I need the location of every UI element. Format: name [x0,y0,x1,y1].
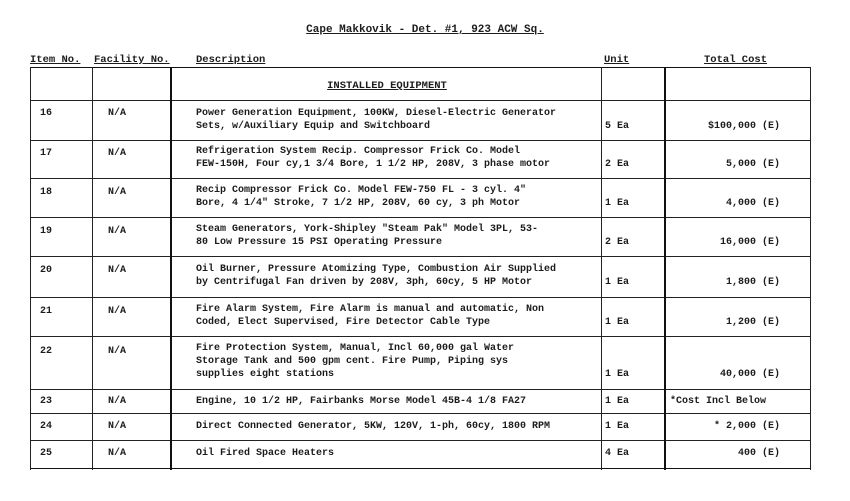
unit-quantity: 1 Ea [605,421,630,432]
total-cost: 400 (E) [737,448,780,459]
total-cost: 5,000 (E) [725,159,780,170]
column-rule [92,67,93,470]
description-line: Sets, w/Auxiliary Equip and Switchboard [196,121,431,132]
unit-quantity: 1 Ea [605,277,630,288]
column-header-unit: Unit [604,54,630,66]
item-number: 25 [40,448,53,459]
description-line: Recip Compressor Frick Co. Model FEW-750 FL - 3 cyl. 4" [196,185,527,196]
description-line: Coded, Elect Supervised, Fire Detector Cable Type [196,317,491,328]
item-number: 17 [40,148,53,159]
description-line: 80 Low Pressure 15 PSI Operating Pressure [196,237,443,248]
unit-quantity: 1 Ea [605,369,630,380]
column-rule [601,67,602,470]
unit-quantity: 2 Ea [605,159,630,170]
item-number: 19 [40,226,53,237]
row-divider [30,140,810,141]
row-divider [30,100,810,101]
unit-quantity: 2 Ea [605,237,630,248]
row-divider [30,256,810,257]
row-divider [30,389,810,390]
column-header-item-no: Item No. [30,54,81,66]
description-line: Engine, 10 1/2 HP, Fairbanks Morse Model 45B-4 1/8 FA27 [196,396,527,407]
row-divider [30,178,810,179]
description-line: Storage Tank and 500 gpm cent. Fire Pump, Piping sys [196,356,509,367]
description-line: FEW-150H, Four cy,1 3/4 Bore, 1 1/2 HP, 208V, 3 phase motor [196,159,551,170]
table-top-rule [30,67,810,68]
column-header-total-cost: Total Cost [704,54,768,66]
description-line: Fire Protection System, Manual, Incl 60,000 gal Water [196,343,515,354]
total-cost: 40,000 (E) [719,369,780,380]
facility-number: N/A [108,148,127,159]
unit-quantity: 1 Ea [605,317,630,328]
description-line: Fire Alarm System, Fire Alarm is manual and automatic, Non [196,304,545,315]
unit-quantity: 4 Ea [605,448,630,459]
description-line: Oil Burner, Pressure Atomizing Type, Combustion Air Supplied [196,264,557,275]
facility-number: N/A [108,187,127,198]
section-heading: INSTALLED EQUIPMENT [327,80,447,92]
facility-number: N/A [108,396,127,407]
row-divider [30,440,810,441]
description-line: Steam Generators, York-Shipley "Steam Pak" Model 3PL, 53- [196,224,539,235]
row-divider [30,336,810,337]
table-bottom-rule [30,468,810,469]
facility-number: N/A [108,448,127,459]
column-rule [170,67,172,470]
total-cost: 4,000 (E) [725,198,780,209]
total-cost: 1,200 (E) [725,317,780,328]
facility-number: N/A [108,421,127,432]
total-cost: 1,800 (E) [725,277,780,288]
document-title [0,24,850,36]
description-line: supplies eight stations [196,369,335,380]
column-header-description: Description [196,54,266,66]
column-rule [30,67,31,470]
total-cost: *Cost Incl Below [670,396,767,407]
description-line: Refrigeration System Recip. Compressor Frick Co. Model [196,146,521,157]
unit-quantity: 1 Ea [605,198,630,209]
document-title-text: Cape Makkovik - Det. #1, 923 ACW Sq. [306,24,544,36]
facility-number: N/A [108,108,127,119]
column-rule [664,67,666,470]
description-line: Direct Connected Generator, 5KW, 120V, 1-ph, 60cy, 1800 RPM [196,421,551,432]
item-number: 20 [40,265,53,276]
unit-quantity: 1 Ea [605,396,630,407]
total-cost: * 2,000 (E) [713,421,780,432]
column-header-facility-no: Facility No. [94,54,170,66]
unit-quantity: 5 Ea [605,121,630,132]
facility-number: N/A [108,346,127,357]
description-line: Power Generation Equipment, 100KW, Diesel-Electric Generator [196,108,557,119]
description-line: Bore, 4 1/4" Stroke, 7 1/2 HP, 208V, 60 cy, 3 ph Motor [196,198,521,209]
row-divider [30,413,810,414]
item-number: 24 [40,421,53,432]
row-divider [30,217,810,218]
total-cost: $100,000 (E) [707,121,780,132]
description-line: by Centrifugal Fan driven by 208V, 3ph, 60cy, 5 HP Motor [196,277,533,288]
facility-number: N/A [108,306,127,317]
total-cost: 16,000 (E) [719,237,780,248]
item-number: 23 [40,396,53,407]
facility-number: N/A [108,226,127,237]
row-divider [30,297,810,298]
item-number: 18 [40,187,53,198]
item-number: 16 [40,108,53,119]
facility-number: N/A [108,265,127,276]
item-number: 22 [40,346,53,357]
description-line: Oil Fired Space Heaters [196,448,335,459]
column-rule [810,67,811,470]
item-number: 21 [40,306,53,317]
